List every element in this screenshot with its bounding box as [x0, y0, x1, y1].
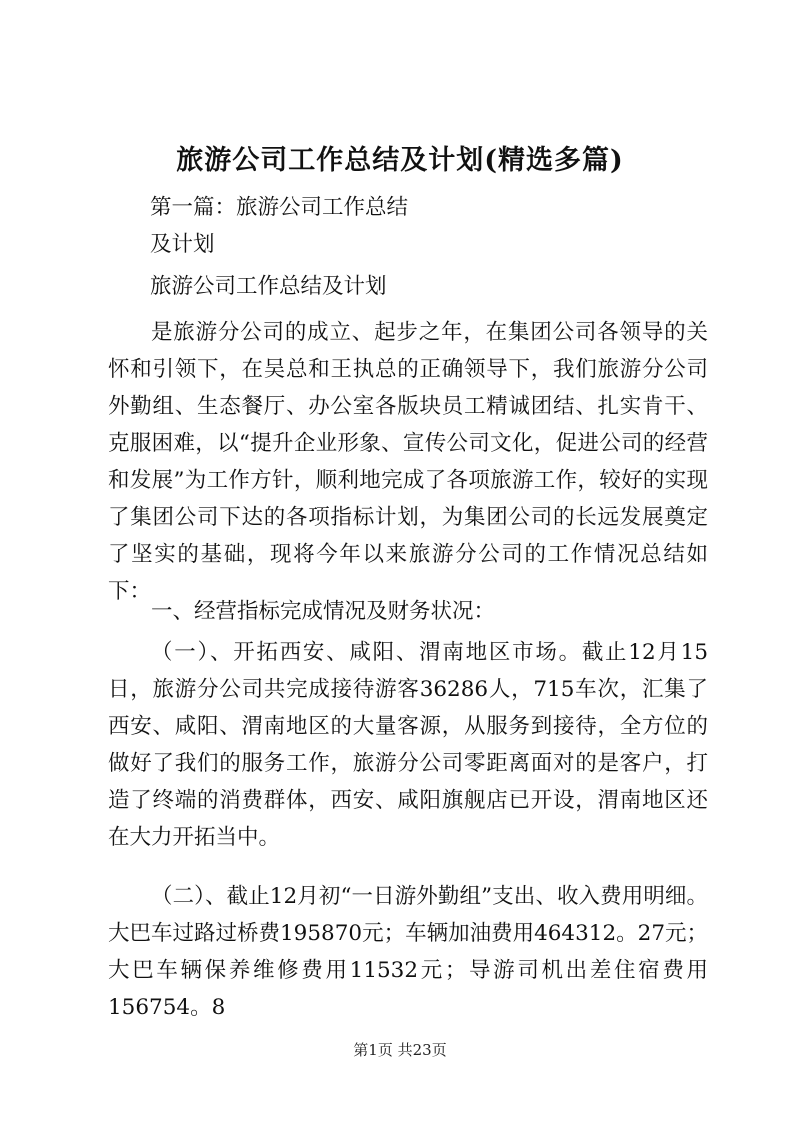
section-heading-line2: 及计划 [150, 232, 215, 257]
page-footer: 第1页 共23页 [353, 1041, 447, 1059]
section-subheading: 旅游公司工作总结及计划 [150, 274, 387, 299]
section-heading-line1: 第一篇：旅游公司工作总结 [150, 195, 409, 220]
paragraph-section-one: 一、经营指标完成情况及财务状况： [151, 599, 496, 624]
paragraph-expenses: （二）、截止12月初“一日游外勤组”支出、收入费用明细。大巴车过路过桥费195870元；车辆加油费用464312。27元；大巴车辆保养维修费用11532元；导游司机出差住宿费用156754。8 [108, 884, 709, 1020]
document-title: 旅游公司工作总结及计划(精选多篇) [176, 145, 624, 176]
paragraph-market: （一）、开拓西安、咸阳、渭南地区市场。截止12月15日，旅游分公司共完成接待游客36286人，715车次，汇集了西安、咸阳、渭南地区的大量客源，从服务到接待，全方位的做好了我们的服务工作，旅游分公司零距离面对的是客户，打造了终端的消费群体，西安、咸阳旗舰店已开设，渭南地区还在大力开拓当中。 [108, 640, 708, 850]
paragraph-intro: 是旅游分公司的成立、起步之年，在集团公司各领导的关怀和引领下，在吴总和王执总的正确领导下，我们旅游分公司外勤组、生态餐厅、办公室各版块员工精诚团结、扎实肯干、克服困难，以“提升企业形象、宣传公司文化，促进公司的经营和发展”为工作方针，顺利地完成了各项旅游工作，较好的实现了集团公司下达的各项指标计划，为集团公司的长远发展奠定了坚实的基础，现将今年以来旅游分公司的工作情况总结如下： [108, 320, 708, 604]
